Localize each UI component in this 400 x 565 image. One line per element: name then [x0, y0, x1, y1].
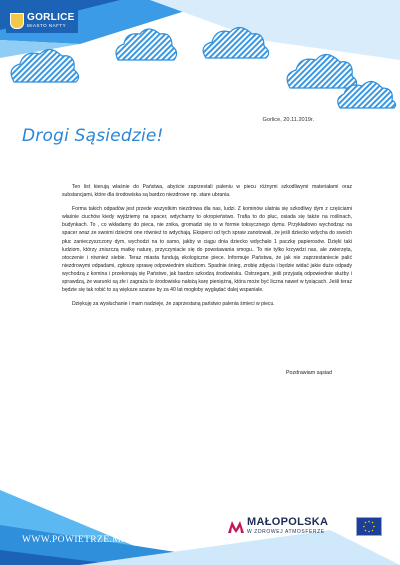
- malopolska-mark-icon: [228, 519, 244, 533]
- letter-date: Gorlice, 20.11.2019r.: [262, 117, 314, 123]
- logo-subtitle: MIASTO NAFTY: [27, 23, 67, 29]
- malopolska-logo: [228, 517, 328, 535]
- letter-paragraph: Dziękuję za wysłuchanie i mam nadzieje, że zaprzestaną państwo palenia śmieci w piecu.: [72, 301, 275, 308]
- footer-url: WWW.POWIETRZE.MALOPOLSKA.PL: [22, 535, 196, 545]
- cloud-shape-2: [116, 29, 177, 60]
- letter-body: [62, 183, 352, 314]
- letter-greeting: Drogi Sąsiedzie!: [22, 126, 164, 146]
- city-crest-icon: [10, 13, 24, 29]
- letter-paragraph: Forma takich odpadów jest przede wszystkim niezdrowa dla nas, ludzi. Z kominów ulatnia się szkodliwy dym z częściami właśnie ciuchów kiedy wyjdziemy na spacer, wdychamy to okropieństwo. Trafia to do płuc, osiada się także na roślinach, budynkach. To , co wkładamy do pieca, nie znika, gromadzi się to w formie toksycznego dymu. Przykładowo wychodząc na spacer wraz ze swoimi dziećmi one również to wdychają. Eksperci od tych spraw zanotowali, że jeśli dziecko wdycha do swoich płuc zanieczyszczony dym, wychodzi na to samo, jakby w ciągu dnia dziecko wdychało 1 paczkę papierosów. Dzięki taki ludziom, którzy zniszczą matkę naturę, przyczyniacie się do powstawania smogu.. To nie tylko krzywdzi nas, ale zwierzęta, otoczenie i również siebie. Teraz miasta fundują ekologiczne piece. Informuje Państwa, że jak nie zaprzestaniecie palić niezdrowymi odpadami, zgłoszę sprawę odpowiednim służbom. Spadnie śnieg, zrobię zdjęcia i będzie widać jakie duże odpady wychodzą z komina i przekonają się Państwo, jak bardzo szkodzą środowisku. Ostrzegam, jeśli przyjadą odpowiednie służby i sprawdzą, że warunki są złe i zagraża to środowisku nałożą karę pieniężną, która może być liczna nawet w tysiącach. Jeśli teraz będzie się tak robić to są większe szanse by za 40 lat mogłoby wyglądać dalej wspaniale.: [62, 206, 352, 294]
- logo-name: GORLICE: [27, 12, 75, 24]
- brand-name: MAŁOPOLSKA: [247, 516, 329, 528]
- brand-tagline: W ZDROWEJ ATMOSFERZE: [247, 529, 325, 535]
- letter-paragraph: Ten list kierują właśnie do Państwa, abyście zaprzestali paleniu w piecu różnymi szkodliwymi materiałami oraz substancjami, które dla środowiska są bardzo niezdrowe np. stare ubrania.: [62, 184, 352, 199]
- cloud-shape-4: [287, 54, 356, 88]
- eu-flag-icon: [356, 517, 382, 536]
- cloud-shape-1: [11, 49, 78, 82]
- letter-signoff: Pozdrawiam sąsiad: [286, 370, 332, 376]
- city-logo: [6, 9, 78, 33]
